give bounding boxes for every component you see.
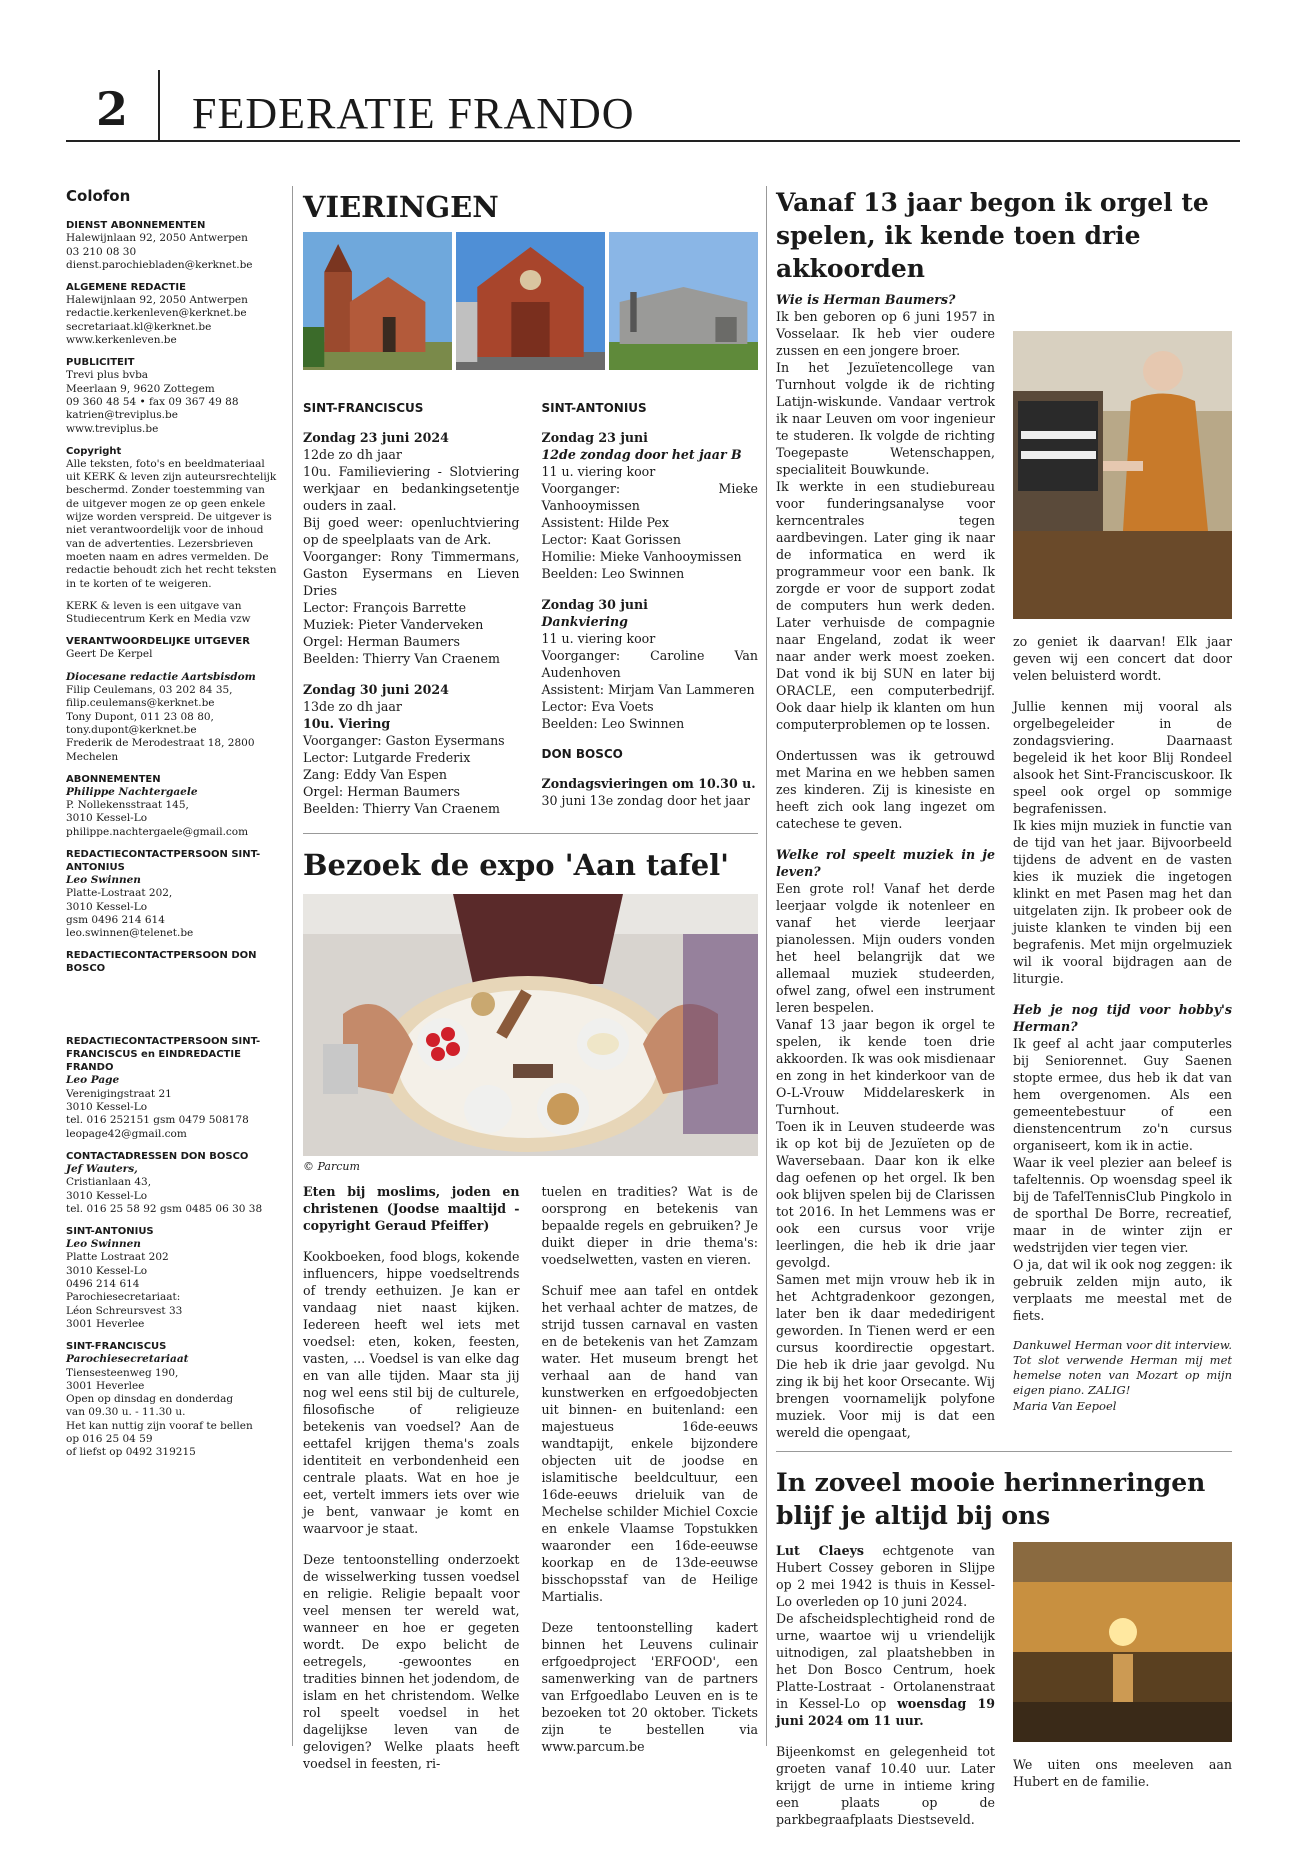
service-detail-line: Voorganger: Caroline Van Audenhoven [541,648,758,680]
service-sub: 12de zondag door het jaar B [541,447,742,462]
service-detail-line: Zang: Eddy Van Espen [303,767,447,782]
colofon-line: Tiensesteenweg 190, [66,1366,179,1379]
colofon-line: 3010 Kessel-Lo [66,900,148,913]
colofon-section [66,773,281,839]
expo-title: Bezoek de expo 'Aan tafel' [303,848,730,882]
service-sub: 12de zo dh jaar [303,447,402,462]
colofon-section-title: SINT-ANTONIUS [66,1226,154,1238]
interview-question: Heb je nog tijd voor hobby's Herman? [1013,1002,1232,1034]
colofon-line: Het kan nuttig zijn vooraf te bellen [66,1419,253,1432]
colofon-line: tony.dupont@kerknet.be [66,723,197,736]
church-name: DON BOSCO [541,747,623,761]
service-detail-line: Beelden: Thierry Van Craenem [303,651,500,666]
colofon-section [66,671,281,764]
service-detail-line: Beelden: Leo Swinnen [541,716,685,731]
service-sub: Dankviering [541,614,628,629]
colofon [66,187,281,1469]
colofon-section-title: PUBLICITEIT [66,357,135,369]
expo-paragraph: Deze tentoonstelling onderzoekt de wisselwerking tussen voedsel en religie. Religie bepaalt voor veel mensen ter wereld wat, wanneer en hoe er gegeten wordt. De expo belicht de eetregels, -gewoontes en tradities binnen het jodendom, de islam en het christendom. Welke rol speelt voedsel in het dagelijkse leven van de gelovigen? Welke plaats heeft voedsel in feesten, ri- [303,1552,520,1771]
colofon-line: Platte-Lostraat 202, [66,887,173,900]
service-detail-line: Lector: Lutgarde Frederix [303,750,471,765]
interview-answer: zo geniet ik daarvan! Elk jaar geven wij een concert dat door velen beluisterd wordt. [1013,634,1232,683]
colofon-line: 3010 Kessel-Lo [66,812,148,825]
colofon-sections [66,219,281,1459]
expo-paragraph: Deze tentoonstelling kadert binnen het Leuvens culinair erfgoedproject 'ERFOOD', een samenwerking van de partners van Erfgoedlabo Leuven en is te bezoeken tot 20 oktober. Tickets zijn te bestellen via www.parcum.be [541,1620,758,1754]
service-date: Zondag 23 juni [541,430,648,445]
colofon-section [66,281,281,347]
colofon-line: tel. 016 25 58 92 gsm 0485 06 30 38 [66,1202,263,1215]
funeral-date: woensdag 19 juni 2024 om 11 uur. [776,1696,995,1728]
colofon-section-title: REDACTIECONTACTPERSOON DON BOSCO [66,950,257,975]
colofon-line: KERK & leven is een uitgave van Studiecentrum Kerk en Media vzw [66,599,251,626]
service-detail-line: 11 u. viering koor [541,631,656,646]
colofon-line: Halewijnlaan 92, 2050 Antwerpen [66,294,248,307]
service-time: 10u. Viering [303,716,391,731]
colofon-section-title: SINT-FRANCISCUS [66,1341,167,1353]
colofon-contact-name: Philippe Nachtergaele [66,785,198,798]
service-details [303,463,520,667]
colofon-section-title: DIENST ABONNEMENTEN [66,220,206,232]
service-sub: 13de zo dh jaar [303,699,402,714]
interview-author: Maria Van Eepoel [1013,1399,1117,1413]
colofon-section [66,445,281,591]
colofon-section-title: Copyright [66,445,122,457]
interview-thanks: Dankuwel Herman voor dit interview. Tot slot verwende Herman mij met hemelse noten van Mozart op mijn eigen piano. ZALIG! [1013,1338,1232,1397]
service-detail-line: Lector: Kaat Gorissen [541,532,681,547]
colofon-line: www.treviplus.be [66,422,159,435]
colofon-line: redactie.kerkenleven@kerknet.be [66,307,247,320]
service-detail-line: Assistent: Hilde Pex [541,515,669,530]
header-divider [158,70,160,140]
right-column: Vanaf 13 jaar begon ik orgel te spelen, ik kende toen drie akkoorden Wie is Herman Baumers? Ik ben geboren op 6 juni 1957 in Vosselaar. Ik heb vier oudere zussen en een jongere broer. In het Jezuïetencollege van Turnhout volgde ik de richting Latijn-wiskunde. Vandaar vertrok ik naar Leuven om voor ingenieur te studeren. Ik volgde de richting Toegepaste Wetenschappen, specialiteit Bouwkunde. Ik werkte in een studiebureau voor funderingsanalyse voor kerncentrales tegen aardbevingen. Later ging ik naar de informatica en werd ik programmeur voor een bank. Ik zorgde er voor de support zodat de computers hun werk deden. Later verhuisde de compagnie naar Engeland, zodat ik weer naar ander werk moest zoeken. Dat vond ik bij SUN en later bij ORACLE, een computerbedrijf. Ook daar hielp ik klanten om hun computerproblemen op te lossen. Ondertussen was ik getrouwd met Marina en we hebben samen zes kinderen. Zij is kinesiste en heeft zich ook lang ingezet om catechese te geven. Welke rol speelt muziek in je leven? Een grote rol! Vanaf het derde leerjaar volgde ik notenleer en vanaf het vierde leerjaar pianolessen. Mijn ouders vonden het heel belangrijk dat we allemaal muziek studeerden, ofwel zang, ofwel een instrument leren bespelen. Vanaf 13 jaar begon ik orgel te spelen, ik kende toen drie akkoorden. Ik was ook misdienaar en zong in het kinderkoor van de O-L-Vrouw Middelareskerk in Turnhout. Toen ik in Leuven studeerde was ik op kot bij de Jezuïeten op de Waversebaan. Daar kon ik elke dag oefenen op het orgel. Ik ben ook blijven spelen bij de Clarissen tot 2016. In het Lemmens was er ook een cursus voor vrije leerlingen, die heb ik drie jaar gevolgd. Samen met mijn vrouw heb ik in het Achtgradenkoor gezongen, later ben ik daar mededirigent geworden. In Tienen werd er een cursus koordirectie opgestart. Die heb ik drie jaar gevolgd. Nu zing ik bij het koor Orsecante. Wij brengen voornamelijk polyfone muziek. Voor mij is dat een wereld die opengaat, zo geniet ik daarvan! Elk jaar geven wij een concert dat door velen beluisterd wordt. Jullie kennen mij vooral als orgelbegeleider in de zondagsviering. Daarnaast begeleid ik het koor Blij Rondeel alsook het Sint-Franciscuskoor. Ik speel ook orgel op sommige begrafenissen. Ik kies mijn muziek in functie van de tijd van het jaar. Bijvoorbeeld tijdens de advent en de vasten kies ik muziek die ingetogen klinkt en met Pasen mag het dan uitgelaten zijn. Ik probeer ook de juiste klanken te vinden bij een begrafenis. Met mijn orgelmuziek wil ik vooral bijdragen aan de liturgie. Heb je nog tijd voor hobby's Herman? Ik geef al acht jaar computerles bij Seniorennet. Guy Saenen stopte ermee, dus heb ik dat van hem overgenomen. Als een gemeentebestuur of een dienstencentrum zo'n cursus organiseert, kom ik in actie. Waar ik veel plezier aan beleef is tafeltennis. Op woensdag speel ik bij de TafelTennisClub Pingkolo in de sporthal De Borre, recreatief, maar in de winter zijn er wedstrijden vier tegen vier. O ja, dat wil ik ook nog zeggen: ik gebruik zelden mijn auto, ik verplaats me meestal met de fiets. Dankuwel Herman voor dit interview. Tot slot verwende Herman mij met hemelse noten van Mozart op mijn eigen piano. ZALIG! Maria Van Eepoel In zoveel mooie herinneringen blijf je altijd bij ons Lut Claeys echtgenote van Hubert Cossey geboren in Slijpe op 2 mei 1942 is thuis in Kessel-Lo overleden op 10 juni 2024. De afscheidsplechtigheid rond de urne, waartoe wij u vriendelijk uitnodigen, zal plaatshebben in het Don Bosco Centrum, hoek Platte-Lostraat - Ortolanenstraat in Kessel-Lo op woensdag 19 juni 2024 om 11 uur. Bijeenkomst en gelegenheid tot groeten vanaf 10.40 uur. Later krijgt de urne in intieme kring een plaats op de parkbegraafplaats Diestseveld. We uiten ons meeleven aan Hubert en de familie. [776,188,1232,1827]
church-photo-don-bosco [609,232,758,370]
expo-paragraph: tuelen en tradities? Wat is de oorsprong en betekenis van bepaalde regels en gebruiken? Je duikt dieper in drie thema's: voedselwetten, vasten en vieren. [541,1184,758,1267]
service-detail-line: Lector: Eva Voets [541,699,654,714]
colofon-contact-name: Leo Page [66,1074,120,1087]
colofon-section [66,949,281,975]
church-photo-sint-franciscus [303,232,452,370]
colofon-section [66,1340,281,1459]
colofon-line: 3010 Kessel-Lo [66,1189,148,1202]
service-detail-line: Voorganger: Rony Timmermans, Gaston Eysermans en Lieven Dries [303,549,520,598]
colofon-line: Meerlaan 9, 9620 Zottegem [66,382,215,395]
service-detail-line: Beelden: Leo Swinnen [541,566,685,581]
colofon-line: Trevi plus bvba [66,369,149,382]
middle-column [303,190,758,1772]
expo-paragraph: Kookboeken, food blogs, kokende influencers, hippe voedseltrends of trendy eethuizen. Je kan er vandaag niet naast kijken. Iedereen heeft wel iets met voedsel: eten, koken, feesten, vasten, ... Voedsel is van elke dag en van alle tijden. Maar sta jij nog wel eens stil bij de culturele, filosofische of religieuze betekenis van voedsel? Aan de eettafel krijgen thema's zoals identiteit en verbondenheid een centrale plaats. Wat en hoe je eet, vertelt immers iets over wie je bent, vanwaar je komt en waarvoor je staat. [303,1249,520,1536]
colofon-line: van 09.30 u. - 11.30 u. [66,1406,186,1419]
service-date: Zondagsvieringen om 10.30 u. [541,776,756,791]
church-photos [303,232,758,370]
interview-answer: Ondertussen was ik getrouwd met Marina en we hebben samen zes kinderen. Zij is kinesiste en heeft zich ook lang ingezet om catechese te geven. [776,748,995,831]
colofon-section [66,848,281,940]
page-number: 2 [96,82,129,136]
colofon-line: Cristianlaan 43, [66,1176,152,1189]
colofon-line: tel. 016 252151 gsm 0479 508178 [66,1114,249,1127]
church-photo-sint-antonius [456,232,605,370]
page-header [66,78,1240,142]
colofon-line: 3001 Heverlee [66,1379,145,1392]
service-details [542,630,759,732]
seder-plate-photo [303,894,758,1156]
colofon-section [66,635,281,661]
service-detail-line: Bij goed weer: openluchtviering op de speelplaats van de Ark. [303,515,520,547]
service-sub: 30 juni 13e zondag door het jaar [541,793,750,808]
colofon-section [66,219,281,272]
colofon-line: dienst.parochiebladen@kerknet.be [66,258,253,271]
service-detail-line: Assistent: Mirjam Van Lammeren [541,682,755,697]
interview-title: Vanaf 13 jaar begon ik orgel te spelen, ik kende toen drie akkoorden [776,188,1209,283]
colofon-line: Parochiesecretariaat: [66,1291,181,1304]
service-details [303,732,520,817]
colofon-line: Geert De Kerpel [66,648,153,661]
service-details [542,463,759,582]
colofon-section-title: REDACTIECONTACTPERSOON SINT-ANTONIUS [66,848,261,873]
colofon-line: leopage42@gmail.com [66,1127,187,1140]
interview-answer: Ik ben geboren op 6 juni 1957 in Vosselaar. Ik heb vier oudere zussen en een jongere broer. In het Jezuïetencollege van Turnhout volgde ik de richting Latijn-wiskunde. Vandaar vertrok ik naar Leuven om voor ingenieur te studeren. Ik volgde de richting Toegepaste Wetenschappen, specialiteit Bouwkunde. Ik werkte in een studiebureau voor funderingsanalyse voor kerncentrales tegen aardbevingen. Later ging ik naar de informatica en werd ik programmeur voor een bank. Ik zorgde er voor de support zodat de computers hun werk deden. Later verhuisde de compagnie naar Engeland, zodat ik weer naar ander werk moest zoeken. Dat vond ik bij SUN en later bij ORACLE, een computerbedrijf. Ook daar hielp ik klanten om hun computerproblemen op te lossen. [776,309,995,732]
colofon-line: secretariaat.kl@kerknet.be [66,320,212,333]
colofon-line: 3001 Heverlee [66,1317,145,1330]
service-date: Zondag 30 juni 2024 [303,682,449,697]
colofon-line: Alle teksten, foto's en beeldmateriaal uit KERK & leven zijn auteursrechtelijk beschermd. Zonder toestemming van de uitgever mogen ze op geen enkele wijze worden verspreid. De uitgever is niet verantwoordelijk voor de inhoud van de advertenties. Lezersbrieven moeten naam en adres vermelden. De redactie behoudt zich het recht teksten in te korten of te weigeren. [66,457,277,590]
colofon-section-title: CONTACTADRESSEN DON BOSCO [66,1150,249,1162]
service-detail-line: Orgel: Herman Baumers [303,784,460,799]
service-date: Zondag 23 juni 2024 [303,430,449,445]
colofon-line: 03 210 08 30 [66,245,137,258]
colofon-line: 0496 214 614 [66,1278,140,1291]
column-rule [766,186,767,1746]
service-detail-line: Voorganger: Gaston Eysermans [303,733,505,748]
expo-paragraph: Schuif mee aan tafel en ontdek het verhaal achter de matzes, de strijd tussen carnaval en vasten en de betekenis van het Zamzam water. Het museum brengt het verhaal aan de hand van kunstwerken en erfgoedobjecten uit binnen- en buitenland: een majestueus 16de-eeuws wandtapijt, enkele bijzondere objecten uit de joodse en islamitische beeldcultuur, een 16de-eeuws drieluik van de Mechelse schilder Michiel Coxcie en enkele Vlaamse Topstukken waaronder een 16de-eeuwse koorkap en de 13de-eeuwse bisschopsstaf van de Heilige Martialis. [541,1283,758,1604]
colofon-section [66,1225,281,1331]
colofon-line: filip.ceulemans@kerknet.be [66,697,215,710]
service-detail-line: Voorganger: Mieke Vanhooymissen [541,481,758,513]
colofon-line: 3010 Kessel-Lo [66,1264,148,1277]
colofon-line: Filip Ceulemans, 03 202 84 35, [66,684,233,697]
colofon-line: gsm 0496 214 614 [66,913,165,926]
photo-credit: © Parcum [303,1160,360,1173]
colofon-title: Colofon [66,187,131,205]
interview-col-a [776,291,995,1441]
colofon-line: Halewijnlaan 92, 2050 Antwerpen [66,232,248,245]
colofon-line: Open op dinsdag en donderdag [66,1393,234,1406]
service-detail-line: 11 u. viering koor [541,464,656,479]
service-detail-line: Lector: François Barrette [303,600,467,615]
colofon-line: leo.swinnen@telenet.be [66,927,194,940]
interview-col-b [1013,291,1232,1441]
interview-answer: Een grote rol! Vanaf het derde leerjaar volgde ik notenleer en vanaf het vierde leerjaar pianolessen. Mijn ouders vonden het heel belangrijk dat we allemaal muziek studeerden, ofwel zang, ofwel een instrument leren bespelen. Vanaf 13 jaar begon ik orgel te spelen, ik kende toen drie akkoorden. Ik was ook misdienaar en zong in het kinderkoor van de O-L-Vrouw Middelareskerk in Turnhout. Toen ik in Leuven studeerde was ik op kot bij de Jezuïeten op de Waversebaan. Daar kon ik elke dag oefenen op het orgel. Ik ben ook blijven spelen bij de Clarissen tot 2016. In het Lemmens was er ook een cursus voor vrije leerlingen, die heb ik drie jaar gevolgd. Samen met mijn vrouw heb ik in het Achtgradenkoor gezongen, later ben ik daar mededirigent geworden. In Tienen werd er een cursus koordirectie opgestart. Die heb ik drie jaar gevolgd. Nu zing ik bij het koor Orsecante. Wij brengen voornamelijk polyfone muziek. Voor mij is dat een wereld die opengaat, [776,881,995,1440]
sunset-photo [1013,1542,1232,1742]
vieringen-title: VIERINGEN [303,190,499,224]
colofon-line: katrien@treviplus.be [66,409,178,422]
colofon-line: Léon Schreursvest 33 [66,1304,183,1317]
colofon-line: of liefst op 0492 319215 [66,1446,196,1459]
colofon-section-title: REDACTIECONTACTPERSOON SINT-FRANCISCUS en EINDREDACTIE FRANDO [66,1036,261,1074]
church-name: SINT-ANTONIUS [541,401,647,415]
organist-photo [1013,331,1232,619]
colofon-line: P. Nollekensstraat 145, [66,799,189,812]
colofon-line: Verenigingstraat 21 [66,1087,172,1100]
interview-answer: Ik geef al acht jaar computerles bij Seniorennet. Guy Saenen stopte ermee, dus heb ik dat van hem overgenomen. Als een gemeentebestuur of een dienstencentrum zo'n cursus organiseert, kom ik in actie. Waar ik veel plezier aan beleef is tafeltennis. Op woensdag speel ik bij de TafelTennisClub Pingkolo in de sporthal De Borre, recreatief, maar in de winter zijn er wedstrijden vier tegen vier. O ja, dat wil ik ook nog zeggen: ik gebruik zelden mijn auto, ik verplaats me meestal met de fiets. [1013,1036,1232,1323]
colofon-contact-name: Parochiesecretariaat [66,1353,189,1366]
colofon-section [66,1035,281,1140]
service-detail-line: Muziek: Pieter Vanderveken [303,617,484,632]
colofon-line: op 016 25 04 59 [66,1433,153,1445]
interview-question: Wie is Herman Baumers? [776,292,956,307]
colofon-section-title: ABONNEMENTEN [66,773,161,785]
colofon-line: 3010 Kessel-Lo [66,1101,148,1114]
publication-title: FEDERATIE FRANDO [192,89,635,138]
colofon-line: Platte Lostraat 202 [66,1251,169,1264]
service-detail-line: 10u. Familieviering - Slotviering werkjaar en bedankingsetentje ouders in zaal. [303,464,520,513]
service-detail-line: Homilie: Mieke Vanhooymissen [541,549,742,564]
memorial-title: In zoveel mooie herinneringen blijf je altijd bij ons [776,1468,1206,1530]
colofon-contact-name: Leo Swinnen [66,1238,141,1251]
memorial-text: Lut Claeys echtgenote van Hubert Cossey geboren in Slijpe op 2 mei 1942 is thuis in Kessel-Lo overleden op 10 juni 2024. De afscheidsplechtigheid rond de urne, waartoe wij u vriendelijk uitnodigen, zal plaatshebben in het Don Bosco Centrum, hoek Platte-Lostraat - Ortolanenstraat in Kessel-Lo op woensdag 19 juni 2024 om 11 uur. Bijeenkomst en gelegenheid tot groeten vanaf 10.40 uur. Later krijgt de urne in intieme kring een plaats op de parkbegraafplaats Diestseveld. [776,1543,996,1827]
colofon-section [66,356,281,435]
schedule-sint-antonius [542,400,759,817]
service-date: Zondag 30 juni [541,597,648,612]
photo-caption: Eten bij moslims, joden en christenen (Joodse maaltijd - copyright Geraud Pfeiffer) [303,1184,520,1233]
colofon-section-title: Diocesane redactie Aartsbisdom [66,670,256,683]
expo-article [303,1183,758,1772]
colofon-contact-name: Jef Wauters, [66,1162,138,1175]
deceased-name: Lut Claeys [776,1543,865,1558]
vieringen-schedule [303,400,758,817]
colofon-section-title: ALGEMENE REDACTIE [66,282,186,294]
colofon-contact-name: Leo Swinnen [66,873,141,886]
interview-question: Welke rol speelt muziek in je leven? [776,847,995,879]
colofon-section-title: VERANTWOORDELIJKE UITGEVER [66,636,250,648]
colofon-line: Tony Dupont, 011 23 08 80, [66,710,214,723]
service-detail-line: Orgel: Herman Baumers [303,634,460,649]
colofon-line: philippe.nachtergaele@gmail.com [66,825,249,838]
service-detail-line: Beelden: Thierry Van Craenem [303,801,500,816]
colofon-section [66,600,281,627]
colofon-section [66,1150,281,1216]
column-rule [292,186,293,1746]
colofon-line: www.kerkenleven.be [66,334,177,347]
interview-answer: Jullie kennen mij vooral als orgelbegeleider in de zondagsviering. Daarnaast begeleid ik het koor Blij Rondeel alsook het Sint-Franciscuskoor. Ik speel ook orgel op sommige begrafenissen. Ik kies mijn muziek in functie van de tijd van het jaar. Bijvoorbeeld tijdens de advent en de vasten kies ik muziek die ingetogen klinkt en met Pasen mag het dan uitgelaten zijn. Ik probeer ook de juiste klanken te vinden bij een begrafenis. Met mijn orgelmuziek wil ik vooral bijdragen aan de liturgie. [1013,699,1232,986]
colofon-line: Frederik de Merodestraat 18, 2800 Mechelen [66,737,255,763]
church-name: SINT-FRANCISCUS [303,401,424,415]
schedule-sint-franciscus [303,400,520,817]
colofon-line: 09 360 48 54 • fax 09 367 49 88 [66,395,239,408]
